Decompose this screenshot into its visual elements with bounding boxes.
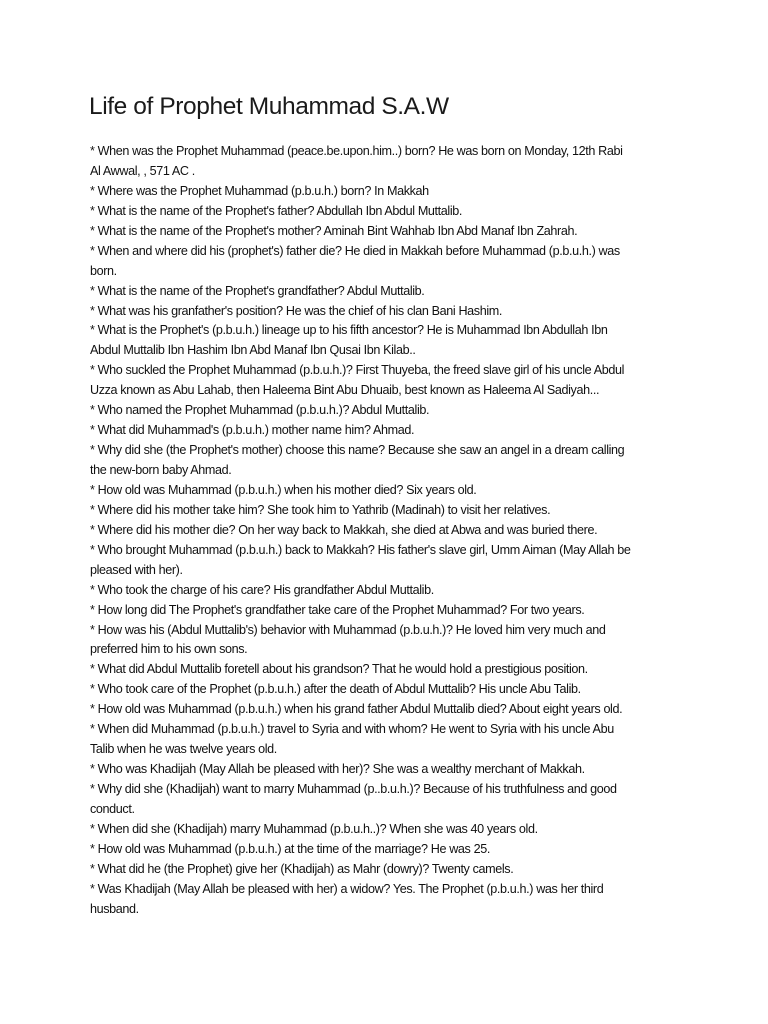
text-line: * Who named the Prophet Muhammad (p.b.u.h.)? Abdul Muttalib. [90, 403, 430, 418]
text-line: Abdul Muttalib Ibn Hashim Ibn Abd Manaf Ibn Qusai Ibn Kilab.. [90, 343, 416, 358]
text-line: * How old was Muhammad (p.b.u.h.) when his grand father Abdul Muttalib died? About eight years old. [90, 702, 623, 717]
text-line: * Who suckled the Prophet Muhammad (p.b.u.h.)? First Thuyeba, the freed slave girl of his uncle Abdul [90, 363, 625, 378]
text-line: * When did Muhammad (p.b.u.h.) travel to Syria and with whom? He went to Syria with his uncle Abu [90, 722, 614, 737]
text-line: born. [90, 263, 117, 278]
text-line: * Why did she (the Prophet's mother) choose this name? Because she saw an angel in a dream calling [90, 443, 625, 458]
text-line: * What is the name of the Prophet's grandfather? Abdul Muttalib. [90, 283, 425, 298]
text-line: * How was his (Abdul Muttalib's) behavior with Muhammad (p.b.u.h.)? He loved him very much and [90, 622, 606, 637]
text-line: pleased with her). [90, 562, 183, 577]
text-line: * How old was Muhammad (p.b.u.h.) when his mother died? Six years old. [90, 482, 477, 497]
text-line: * What did he (the Prophet) give her (Khadijah) as Mahr (dowry)? Twenty camels. [90, 861, 514, 876]
text-line: * Where did his mother take him? She took him to Yathrib (Madinah) to visit her relatives. [90, 502, 551, 517]
text-line: * Who was Khadijah (May Allah be pleased with her)? She was a wealthy merchant of Makkah. [90, 762, 585, 777]
document-body [90, 142, 690, 920]
text-line: * What is the Prophet's (p.b.u.h.) lineage up to his fifth ancestor? He is Muhammad Ibn Abdullah Ibn [90, 323, 608, 338]
text-line: Talib when he was twelve years old. [90, 742, 277, 757]
text-line: * What is the name of the Prophet's mother? Aminah Bint Wahhab Ibn Abd Manaf Ibn Zahrah. [90, 223, 578, 238]
text-line: husband. [90, 901, 139, 916]
text-line: * Who brought Muhammad (p.b.u.h.) back to Makkah? His father's slave girl, Umm Aiman (May Allah be [90, 542, 631, 557]
text-line: * When was the Prophet Muhammad (peace.be.upon.him..) born? He was born on Monday, 12th Rabi [90, 144, 623, 158]
text-line: Al Awwal, , 571 AC . [90, 163, 195, 178]
text-line: * What did Muhammad's (p.b.u.h.) mother name him? Ahmad. [90, 423, 415, 438]
text-line: * Where did his mother die? On her way back to Makkah, she died at Abwa and was buried there. [90, 522, 598, 537]
text-line: * Why did she (Khadijah) want to marry Muhammad (p..b.u.h.)? Because of his truthfulness and good [90, 782, 617, 796]
text-line: * When and where did his (prophet's) father die? He died in Makkah before Muhammad (p.b.u.h.) was [90, 243, 620, 258]
document-title: Life of Prophet Muhammad S.A.W [89, 93, 449, 120]
text-line: * How long did The Prophet's grandfather take care of the Prophet Muhammad? For two years. [90, 602, 585, 617]
text-line: * Was Khadijah (May Allah be pleased with her) a widow? Yes. The Prophet (p.b.u.h.) was her third [90, 881, 604, 896]
text-line: conduct. [90, 801, 135, 816]
text-line: * Who took care of the Prophet (p.b.u.h.) after the death of Abdul Muttalib? His uncle Abu Talib. [90, 682, 581, 697]
text-line: the new-born baby Ahmad. [90, 463, 232, 477]
text-line: * What did Abdul Muttalib foretell about his grandson? That he would hold a prestigious position. [90, 662, 588, 677]
text-line: * What is the name of the Prophet's father? Abdullah Ibn Abdul Muttalib. [90, 203, 462, 218]
text-line: * When did she (Khadijah) marry Muhammad (p.b.u.h..)? When she was 40 years old. [90, 821, 538, 836]
text-line: * How old was Muhammad (p.b.u.h.) at the time of the marriage? He was 25. [90, 841, 490, 856]
text-line: preferred him to his own sons. [90, 642, 248, 657]
text-line: * Who took the charge of his care? His grandfather Abdul Muttalib. [90, 582, 434, 597]
text-line: * What was his granfather's position? He was the chief of his clan Bani Hashim. [90, 303, 502, 318]
text-line: Uzza known as Abu Lahab, then Haleema Bint Abu Dhuaib, best known as Haleema Al Sadiyah... [90, 383, 600, 398]
text-line: * Where was the Prophet Muhammad (p.b.u.h.) born? In Makkah [90, 183, 429, 198]
